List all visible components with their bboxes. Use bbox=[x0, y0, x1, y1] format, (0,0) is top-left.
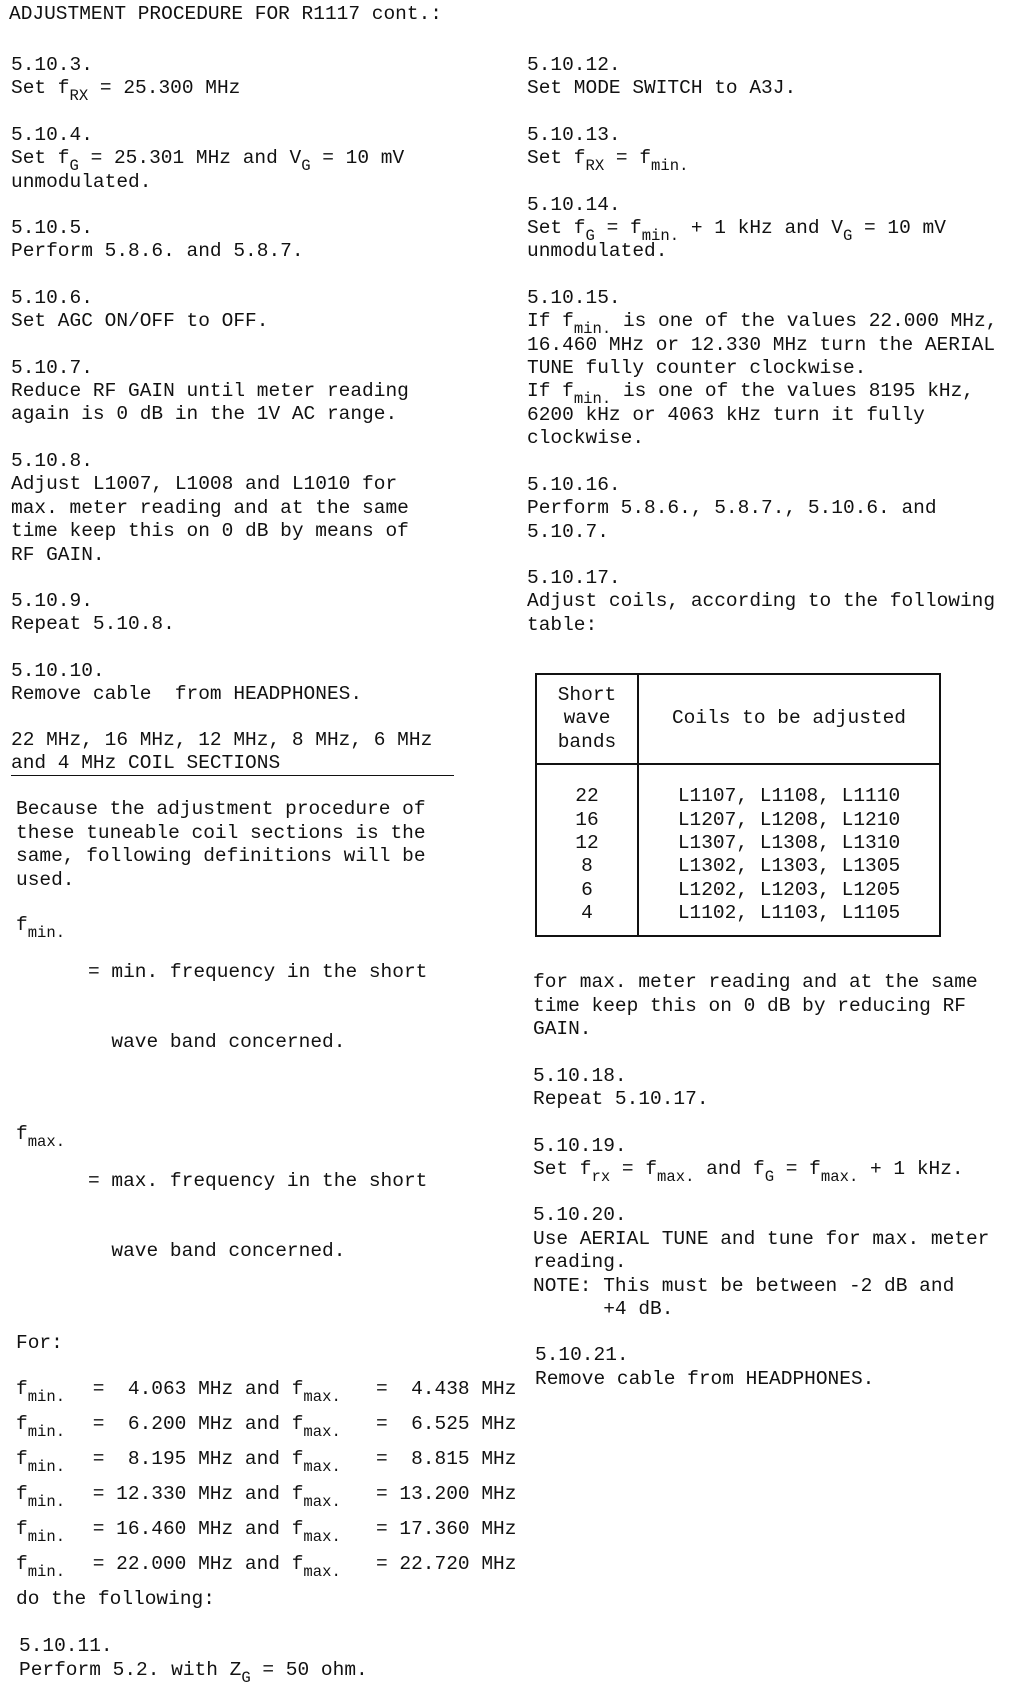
step-number: 5.10.5. bbox=[11, 217, 93, 240]
definition-text: wave band concerned. bbox=[88, 1240, 346, 1263]
heading-line: and 4 MHz COIL SECTIONS bbox=[11, 751, 281, 774]
table-header-coils: Coils to be adjusted bbox=[638, 674, 940, 764]
step-text: Use AERIAL TUNE and tune for max. meter bbox=[533, 1227, 990, 1250]
step-5-10-18 bbox=[527, 1065, 1022, 1112]
step-text: 6200 kHz or 4063 kHz turn it fully bbox=[527, 403, 925, 426]
paragraph-line: time keep this on 0 dB by reducing RF bbox=[533, 994, 966, 1017]
step-number: 5.10.6. bbox=[11, 286, 93, 309]
paragraph-line: GAIN. bbox=[533, 1018, 592, 1041]
paragraph-line: for max. meter reading and at the same bbox=[533, 971, 978, 994]
step-text: Set AGC ON/OFF to OFF. bbox=[11, 310, 269, 333]
frequency-row: $f_{min.}$ = 4.063 MHz and $f_{max.}$ = 4.438 MHz bbox=[16, 1377, 517, 1406]
step-text: Perform 5.8.6. and 5.8.7. bbox=[11, 240, 304, 263]
step-5-10-10 bbox=[11, 660, 501, 707]
step-text: time keep this on 0 dB by means of bbox=[11, 520, 409, 543]
step-number: 5.10.21. bbox=[535, 1344, 629, 1367]
step-number: 5.10.4. bbox=[11, 123, 93, 146]
step-number: 5.10.8. bbox=[11, 449, 93, 472]
step-text: TUNE fully counter clockwise. bbox=[527, 357, 867, 380]
definition-text: = min. frequency in the short bbox=[88, 960, 428, 983]
section-heading bbox=[11, 729, 454, 777]
step-text: Adjust coils, according to the following bbox=[527, 590, 996, 613]
step-text: Set $f_G = f_{min.} + 1$ kHz and $V_G = 10$ mV bbox=[527, 217, 946, 246]
bands-cell: 22 16 12 8 6 4 bbox=[575, 785, 599, 925]
step-text: Set $f_{RX} = f_{min.}$ bbox=[527, 147, 689, 176]
frequency-row: $f_{min.}$ = 6.200 MHz and $f_{max.}$ = 6.525 MHz bbox=[16, 1412, 517, 1441]
step-number: 5.10.15. bbox=[527, 286, 621, 309]
step-5-10-4 bbox=[11, 124, 501, 194]
step-number: 5.10.18. bbox=[533, 1064, 627, 1087]
do-following-label: do the following: bbox=[16, 1587, 215, 1610]
step-text: Set MODE SWITCH to A3J. bbox=[527, 77, 797, 100]
frequency-row: $f_{min.}$ = 12.330 MHz and $f_{max.}$ = 13.200 MHz bbox=[16, 1482, 517, 1511]
step-5-10-11 bbox=[11, 1635, 501, 1687]
coils-cell: L1107, L1108, L1110 L1207, L1208, L1210 L1307, L1308, L1310 L1302, L1303, L1305 L1202, L1203, L1205 L1102, L1103, L1105 bbox=[638, 764, 940, 936]
step-5-10-9 bbox=[11, 590, 501, 637]
step-5-10-6 bbox=[11, 287, 501, 334]
intro-line: Because the adjustment procedure of bbox=[16, 798, 426, 821]
page-title: ADJUSTMENT PROCEDURE FOR R1117 cont.: bbox=[9, 3, 442, 25]
step-5-10-8 bbox=[11, 450, 501, 567]
step-text: If $f_{min.}$ is one of the values 8195 kHz, bbox=[527, 380, 975, 409]
step-5-10-20 bbox=[527, 1204, 1022, 1321]
step-text: clockwise. bbox=[527, 427, 645, 450]
intro-line: these tuneable coil sections is the bbox=[16, 821, 426, 844]
step-5-10-21 bbox=[527, 1344, 1022, 1391]
step-text: Set $f_{rx} = f_{max.}$ and $f_G = f_{max.} + 1$ kHz. bbox=[533, 1157, 964, 1186]
step-5-10-5 bbox=[11, 217, 501, 264]
step-number: 5.10.3. bbox=[11, 54, 93, 76]
table-row bbox=[536, 764, 940, 936]
step-text: Set $f_G = 25.301$ MHz and $V_G = 10$ mV bbox=[11, 147, 405, 176]
table-header-bands: Short wave bands bbox=[536, 674, 638, 764]
step-text: Remove cable from HEADPHONES. bbox=[11, 683, 363, 706]
right-column bbox=[527, 54, 1022, 1391]
step-5-10-13 bbox=[527, 123, 1022, 176]
step-text: Repeat 5.10.17. bbox=[533, 1088, 709, 1111]
for-label: For: bbox=[16, 1332, 63, 1355]
step-number: 5.10.7. bbox=[11, 356, 93, 379]
step-5-10-15 bbox=[527, 287, 1022, 451]
step-text: Reduce RF GAIN until meter reading bbox=[11, 380, 409, 403]
step-text: unmodulated. bbox=[11, 170, 152, 193]
coils-table bbox=[535, 673, 941, 937]
step-5-10-12 bbox=[527, 54, 1022, 101]
step-text: max. meter reading and at the same bbox=[11, 496, 409, 519]
step-text: 5.10.7. bbox=[527, 520, 609, 543]
step-5-10-7 bbox=[11, 357, 501, 427]
step-number: 5.10.20. bbox=[533, 1204, 627, 1227]
step-text: 16.460 MHz or 12.330 MHz turn the AERIAL bbox=[527, 333, 996, 356]
frequency-row: $f_{min.}$ = 22.000 MHz and $f_{max.}$ = 22.720 MHz bbox=[16, 1552, 517, 1581]
definition-fmax: $f_{max.}$ = max. frequency in the short wave band concerned. bbox=[16, 1123, 428, 1263]
after-table-text bbox=[527, 971, 1022, 1041]
step-text: Adjust L1007, L1008 and L1010 for bbox=[11, 473, 398, 496]
step-text: Set $f_{RX} = 25.300$ MHz bbox=[11, 77, 241, 106]
left-column bbox=[11, 54, 517, 1687]
step-text: Remove cable from HEADPHONES. bbox=[535, 1367, 875, 1390]
step-text: +4 dB. bbox=[533, 1297, 674, 1320]
intro-paragraph bbox=[11, 798, 501, 892]
step-text: RF GAIN. bbox=[11, 543, 105, 566]
frequency-row: $f_{min.}$ = 8.195 MHz and $f_{max.}$ = 8.815 MHz bbox=[16, 1447, 517, 1476]
definition-text: wave band concerned. bbox=[88, 1031, 346, 1053]
step-text: reading. bbox=[533, 1251, 627, 1274]
step-number: 5.10.13. bbox=[527, 123, 621, 146]
step-5-10-17 bbox=[527, 567, 1022, 637]
step-number: 5.10.12. bbox=[527, 54, 621, 76]
step-5-10-19 bbox=[527, 1134, 1022, 1186]
step-number: 5.10.16. bbox=[527, 473, 621, 496]
step-text: Perform 5.8.6., 5.8.7., 5.10.6. and bbox=[527, 497, 937, 520]
intro-line: used. bbox=[16, 868, 75, 891]
frequency-list bbox=[11, 1377, 517, 1588]
step-number: 5.10.11. bbox=[19, 1635, 113, 1658]
step-number: 5.10.17. bbox=[527, 566, 621, 589]
step-text: again is 0 dB in the 1V AC range. bbox=[11, 403, 398, 426]
step-5-10-14 bbox=[527, 194, 1022, 264]
intro-line: same, following definitions will be bbox=[16, 845, 426, 868]
step-text: Repeat 5.10.8. bbox=[11, 613, 175, 636]
step-text: Perform 5.2. with $Z_G = 50$ ohm. bbox=[19, 1658, 368, 1687]
step-text: If $f_{min.}$ is one of the values 22.000 MHz, bbox=[527, 310, 998, 339]
definition-text: = max. frequency in the short bbox=[88, 1170, 428, 1193]
step-text: NOTE: This must be between -2 dB and bbox=[533, 1274, 955, 1297]
definition-fmin: $f_{min.}$ = min. frequency in the short wave band concerned. bbox=[16, 913, 428, 1053]
step-number: 5.10.10. bbox=[11, 659, 105, 682]
step-5-10-16 bbox=[527, 474, 1022, 544]
step-number: 5.10.9. bbox=[11, 589, 93, 612]
step-text: unmodulated. bbox=[527, 240, 668, 263]
frequency-row: $f_{min.}$ = 16.460 MHz and $f_{max.}$ = 17.360 MHz bbox=[16, 1517, 517, 1546]
step-number: 5.10.19. bbox=[533, 1134, 627, 1157]
step-number: 5.10.14. bbox=[527, 193, 621, 216]
step-5-10-3 bbox=[11, 54, 501, 106]
step-text: table: bbox=[527, 613, 598, 636]
heading-line: 22 MHz, 16 MHz, 12 MHz, 8 MHz, 6 MHz bbox=[11, 728, 433, 751]
